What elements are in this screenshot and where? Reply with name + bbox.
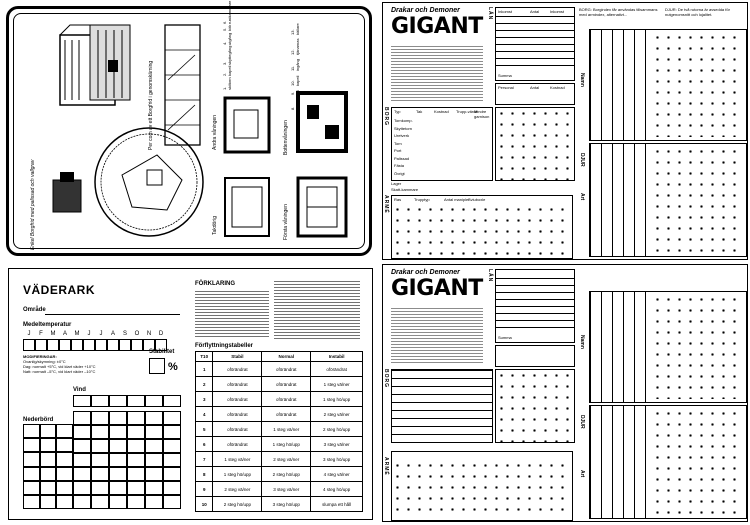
legend-item: 4. utgång [222,32,232,45]
income-table-top[interactable] [495,7,575,81]
table-row: 8 1 steg hö/upp 2 steg hö/upp 4 steg vä/ner [196,467,363,482]
table-row: 3 oförändrat oförändrat 1 steg hö/upp [196,392,363,407]
percent-symbol: % [168,361,178,373]
borg-label-top: BORG [383,107,389,126]
label-roof: Takdörig [212,216,218,235]
table-row: 2 oförändrat oförändrat 1 steg vä/ner [196,377,363,392]
legend-item: 6. rustkammare [222,0,232,25]
temp-cell[interactable] [131,339,143,351]
month-label: A [62,331,67,337]
label-second-floor: Andra våningen [212,114,218,150]
wind-grid[interactable] [73,395,181,407]
month-label: N [146,331,152,337]
legend-item: 8. sovrum [290,96,300,110]
art-label-bottom: Art [579,470,585,478]
arme-label-bottom: ARMÉ [383,457,389,476]
temp-cell[interactable] [59,339,71,351]
weather-title: VÄDERARK [23,283,96,297]
temp-grid[interactable] [23,339,167,351]
modifiers-block [23,354,133,374]
animal-card-3[interactable] [589,291,747,403]
temp-cell[interactable] [71,339,83,351]
legend-item: 2. kapell [222,65,232,77]
brand-bottom: Drakar och Demoner [391,269,460,276]
explanation-title: FÖRKLARING [195,281,235,287]
modifiers-title: MODIFIERINGAR: [23,354,57,359]
movement-table [195,351,363,512]
art-label-top: Art [579,193,585,201]
moat-plan [92,125,207,240]
wind-cell[interactable] [145,395,163,407]
month-label: F [39,331,43,337]
floor-plan-roof [222,175,272,240]
legend-item: 3. skyttegång [222,45,232,65]
precip-label: Nederbörd [23,417,54,423]
personal-table-top[interactable] [495,83,575,105]
weather-sheet [8,268,373,520]
month-label: J [27,331,31,337]
month-label: D [158,331,164,337]
floor-plan-ground [295,90,350,155]
arme-label-top: ARMÉ [383,195,389,214]
borg-dots-top[interactable] [495,107,575,181]
legend-item: 12. tjänarnas [290,38,300,55]
rules-text-bottom [391,308,483,365]
army-table-bottom[interactable] [391,451,573,521]
legend-item: 11. ingång [290,58,300,71]
legend-item: 1. skiltorn [222,77,232,90]
floor-plan-second [222,95,272,155]
table-row: 1 oförändrat oförändrat oförändrat [196,362,363,377]
gigant-title-bottom: GIGANT [391,276,483,301]
months-row [23,331,167,337]
table-row: 5 oförändrat 1 steg vä/ner 2 steg hö/upp [196,422,363,437]
djur-label-bottom: DJUR [579,415,585,429]
personal-table-bottom[interactable] [495,345,575,367]
col-header: Antal [530,85,540,90]
col-header: Inkomst [550,9,565,14]
namn-label-bottom: Namn [579,335,585,349]
col-header: Personal [498,85,514,90]
lan-label-top: LÄN [487,7,493,21]
explanation-text-col2 [274,281,360,339]
month-label: M [74,331,80,337]
animal-card-4[interactable] [589,405,747,519]
precip-grid-main[interactable] [73,411,181,509]
castle-plans-panel [0,0,378,262]
gigant-sheet-top [382,2,748,260]
modifier-line: Natt: normalt –5°C, vid klart väder –10°C [23,369,96,374]
table-header: Stabil [213,352,262,362]
wind-cell[interactable] [163,395,181,407]
rules-text-top [391,46,483,103]
borg-table-top[interactable]: Typ Tak Kostnad Trupp-värde Mindre garnison Tornkomp. Skyttetorn Uretverk Torn Port Palissad Fästa Övrigt [391,107,493,181]
table-row: 4 oförändrat oförändrat 2 steg vä/ner [196,407,363,422]
precip-grid-left[interactable] [23,424,73,509]
army-table-top[interactable]: Ras Trupptyp Antal manipler Sviuboxle [391,195,573,259]
djur-label-top: DJUR [579,153,585,167]
table-header: T10 [196,352,213,362]
table-header: Normal [262,352,311,362]
wind-label: Vind [73,387,86,393]
stability-label: Stabilitet [149,349,175,355]
area-field[interactable] [45,314,180,315]
modifier-line: Dag: normalt +5°C, vid klart väder +10°C [23,364,96,369]
borg-dots-bottom[interactable] [495,369,575,443]
month-label: A [110,331,115,337]
temp-cell[interactable] [47,339,59,351]
namn-label-top: Namn [579,73,585,87]
castle-legend [222,0,232,90]
wind-cell[interactable] [91,395,109,407]
col-header: Antal [530,9,540,14]
month-label: M [50,331,56,337]
month-label: J [99,331,103,337]
stability-field[interactable] [149,358,165,374]
wind-cell[interactable] [109,395,127,407]
borg-note: BORG: Borgindex får användas tillsammans med armindex, alternativt... [579,7,658,17]
brand-top: Drakar och Demoner [391,7,460,14]
gigant-sheet-bottom [382,264,748,522]
income-table-bottom[interactable] [495,269,575,343]
borg-table-bottom[interactable] [391,369,493,443]
col-header: Inkomst [498,9,513,14]
table-row: 7 1 steg vä/ner 2 steg vä/ner 3 steg hö/upp [196,452,363,467]
castle-caption-mid: Per com av ett Borgfrid i genomskärning [148,60,154,150]
borg-row-labels: Tornkomp. Skyttetorn Uretverk Torn Port Palissad Fästa Övrigt [394,118,413,176]
col-header: Kostnad [550,85,565,90]
temp-cell[interactable] [119,339,131,351]
explanation-text-col1 [195,291,269,339]
gigant-title-top: GIGANT [391,14,483,39]
legend-item: 13. källare [290,23,300,36]
wind-cell[interactable] [127,395,145,407]
castle-caption-left: Enkel Borgfrid med palissad och vallgrav [30,159,36,250]
temp-cell[interactable] [95,339,107,351]
treasury-label: Skatt-kammare [391,187,419,192]
tower-illustration [50,20,140,110]
lan-label-bottom: LÄN [487,269,493,283]
legend-item: 5. kök [222,25,232,32]
month-label: O [134,331,140,337]
temp-cell[interactable] [35,339,47,351]
legend-item: 9. sal [290,89,300,95]
modifier-line: Ovanlig/skymning: ±0°C [23,359,66,364]
table-row: 9 2 steg vä/ner 3 steg vä/ner 4 steg hö/upp [196,482,363,497]
table-row: 10 2 steg hö/upp 3 steg hö/upp slumpa ett håll [196,497,363,512]
temp-label: Medeltemperatur [23,322,72,328]
legend-list [222,0,232,90]
sum-label: Summa [498,73,512,78]
label-ground-floor: Bottenvåningen [283,120,289,155]
borg-label-bottom: BORG [383,369,389,388]
animal-card-1[interactable] [589,29,747,141]
month-label: S [122,331,127,337]
label-first-floor: Första våningen [283,204,289,240]
sum-label: Summa [498,335,512,340]
table-row: 6 oförändrat 1 steg hö/upp 3 steg vä/ner [196,437,363,452]
table-title: Förflyttningstabeller [195,343,254,349]
temp-cell[interactable] [107,339,119,351]
legend-item: 10. kapell [290,75,300,86]
djur-note: DJUR: De två rutorna är avsedda för nutgenomsnitt och lojalitet. [665,7,730,17]
temp-cell[interactable] [23,339,35,351]
lager-label: Lager [391,181,402,186]
table-header: Instabil [311,352,363,362]
wind-cell[interactable] [73,395,91,407]
small-keep-illustration [48,170,88,215]
animal-card-2[interactable] [589,143,747,257]
temp-cell[interactable] [83,339,95,351]
month-label: J [87,331,91,337]
floor-plan-first [295,175,350,240]
area-label: Område [23,307,46,313]
